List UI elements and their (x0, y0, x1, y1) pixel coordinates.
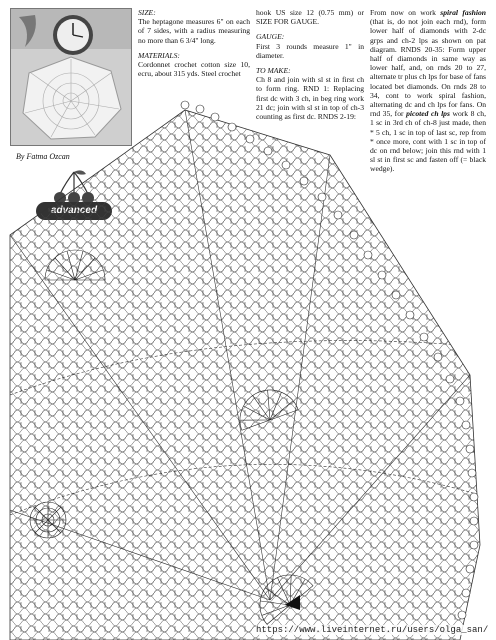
size-heading: SIZE: (138, 8, 156, 17)
materials-text: Cordonnet crochet cotton size 10, ecru, about 315 yds. Steel crochet (138, 60, 250, 79)
instructions-column-1 (138, 8, 250, 84)
source-watermark: https://www.liveinternet.ru/users/olga_san/ (256, 625, 489, 635)
size-text: The heptagone measures 6" on each of 7 sides, with a radius measuring no more than 6 3/4" long. (138, 17, 250, 45)
to-make-heading: TO MAKE: (256, 66, 291, 76)
rounds-text-a: From now on work (370, 8, 441, 17)
mesh-area (10, 110, 480, 640)
rounds-text-c: (that is, do not join each rnd), form lower half of diamonds with 2-dc grps and ch-2 lps as shown on pat diagram. RNDS 20-35: Form upper half of diamonds in same way as lower half, and, on rnds 20 to 27, alternate tr plus ch lps for base of fans located bet diamonds. On rnds 28 to 34, cont to work spiral fashion, alternating dc and ch lps for fans. On rnd 35, for (370, 17, 486, 119)
crochet-pattern-diagram (0, 95, 496, 640)
to-make-text: Ch 8 and join with sl st in first ch to form ring. RND 1: Replacing first dc with 3 ch, in beg ring work 21 dc; join with sl st in top of ch-3 counting as first dc. RNDS 2-19: (256, 75, 364, 122)
hook-text: hook US size 12 (0.75 mm) or SIZE FOR GAUGE. (256, 8, 364, 27)
picoted-ch-lps-term: picoted ch lps (406, 109, 450, 119)
gauge-text: First 3 rounds measure 1" in diameter. (256, 41, 364, 60)
gauge-heading: GAUGE: (256, 32, 285, 42)
rounds-text-e: work 8 ch, 1 sc in 3rd ch of ch-8 just made, then * 5 ch, 1 sc in top of last sc, rep from * once more, cont with 1 sc in top of dc on rnd below; join this rnd with 1 sl st in first sc and fasten off (= black wedge). (370, 109, 486, 174)
materials-heading: MATERIALS: (138, 50, 180, 60)
spiral-fashion-term: spiral fashion (440, 8, 487, 17)
designer-byline: By Fatma Ozcan (16, 152, 70, 161)
